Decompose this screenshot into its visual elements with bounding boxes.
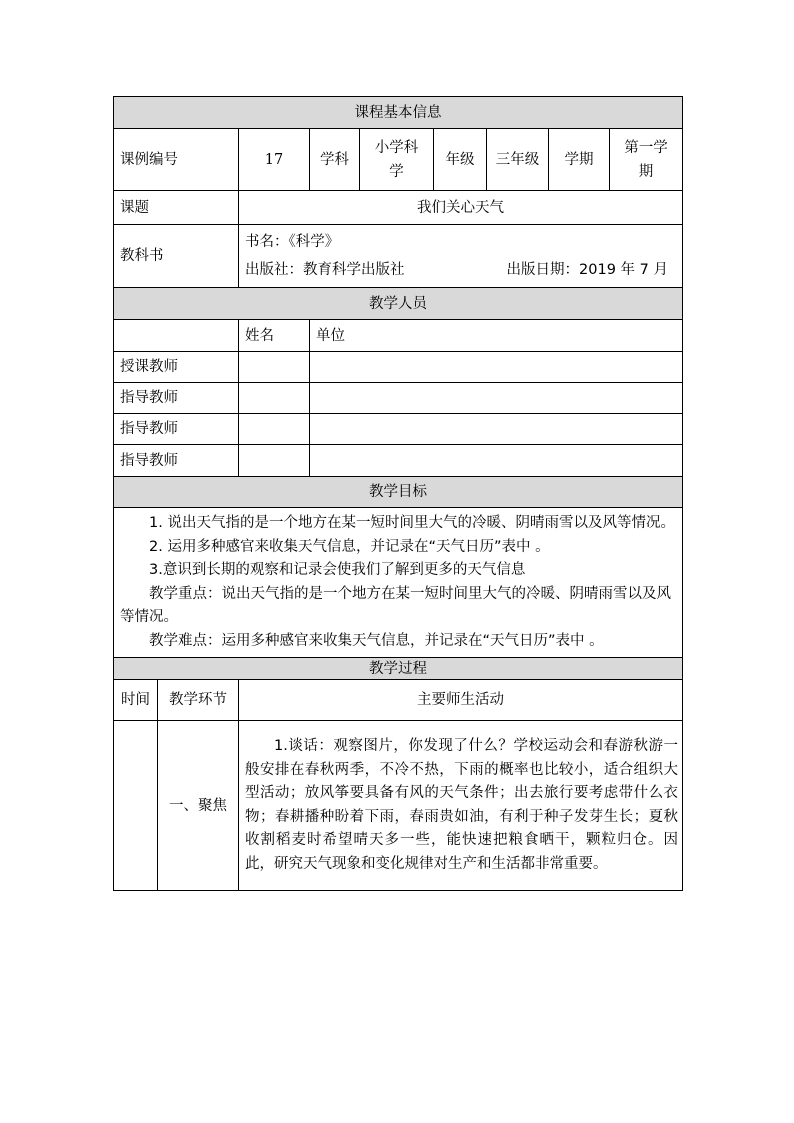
staff-unit-cell: [310, 352, 683, 383]
staff-name-cell: [239, 445, 310, 477]
textbook-info: [239, 225, 683, 288]
goals-content: [114, 508, 683, 658]
activity-header: 主要师生活动: [239, 680, 683, 721]
case-no-value: 17: [239, 129, 310, 191]
stage-header: 教学环节: [158, 680, 239, 721]
term-value: 第一学期: [610, 129, 683, 191]
staff-unit-header: 单位: [310, 320, 683, 352]
staff-name-header: 姓名: [239, 320, 310, 352]
topic-label: 课题: [114, 191, 239, 225]
staff-role: 指导教师: [114, 414, 239, 445]
subject-value: 小学科学: [360, 129, 434, 191]
section-staff: 教学人员: [114, 288, 683, 320]
staff-unit-cell: [310, 445, 683, 477]
staff-unit-cell: [310, 383, 683, 414]
staff-role: 指导教师: [114, 445, 239, 477]
section-basic-info: 课程基本信息: [114, 97, 683, 129]
section-goals: 教学目标: [114, 477, 683, 508]
time-header: 时间: [114, 680, 158, 721]
publisher: 出版社：教育科学出版社: [245, 262, 405, 278]
process-time-cell: [114, 721, 158, 891]
lesson-plan-page: [113, 96, 682, 891]
staff-name-cell: [239, 414, 310, 445]
process-activity: 1.谈话：观察图片，你发现了什么？学校运动会和春游秋游一般安排在春秋两季，不冷不热，下雨的概率也比较小，适合组织大型活动；放风筝要具备有风的天气条件；出去旅行要考虑带什么衣物；春耕播种盼着下雨，春雨贵如油，有利于种子发芽生长；夏秋收割稻麦时希望晴天多一些，能快速把粮食晒干，颗粒归仓。因此，研究天气现象和变化规律对生产和生活都非常重要。: [239, 721, 683, 891]
section-process: 教学过程: [114, 658, 683, 680]
goal-item: 1. 说出天气指的是一个地方在某一短时间里大气的冷暖、阴晴雨雪以及风等情况。: [149, 515, 675, 531]
staff-name-cell: [239, 383, 310, 414]
staff-name-cell: [239, 352, 310, 383]
goal-item: 2. 运用多种感官来收集天气信息，并记录在“天气日历”表中 。: [149, 538, 550, 555]
subject-label: 学科: [310, 129, 360, 191]
publish-date: 出版日期：2019 年 7 月: [506, 262, 669, 278]
lesson-plan-table: [113, 96, 683, 891]
key-point: 教学重点：说出天气指的是一个地方在某一短时间里大气的冷暖、阴晴雨雪以及风等情况。: [120, 585, 671, 625]
staff-role: 授课教师: [114, 352, 239, 383]
staff-role-header: [114, 320, 239, 352]
textbook-label: 教科书: [114, 225, 239, 288]
grade-value: 三年级: [487, 129, 549, 191]
difficult-point: 教学难点：运用多种感官来收集天气信息，并记录在“天气日历”表中 。: [149, 632, 604, 649]
case-no-label: 课例编号: [114, 129, 239, 191]
process-stage: 一、聚焦: [158, 721, 239, 891]
topic-value: 我们关心天气: [239, 191, 683, 225]
staff-unit-cell: [310, 414, 683, 445]
goal-item: 3.意识到长期的观察和记录会使我们了解到更多的天气信息: [149, 562, 526, 578]
term-label: 学期: [549, 129, 610, 191]
grade-label: 年级: [434, 129, 487, 191]
book-name: 书名：《科学》: [245, 234, 340, 250]
staff-role: 指导教师: [114, 383, 239, 414]
